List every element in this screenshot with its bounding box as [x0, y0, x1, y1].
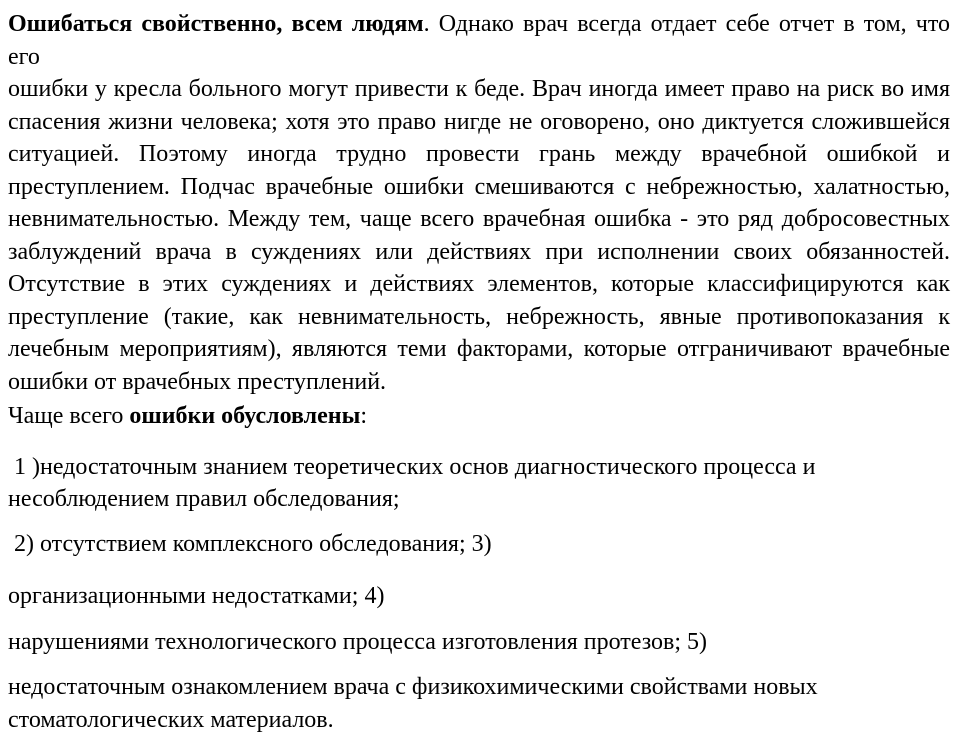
paragraph-lead-in — [8, 400, 950, 433]
text-run: невнимательностью. Между тем, чаще всего врачебная ошибка - это ряд добросовестных — [8, 206, 950, 232]
paragraph-medical-errors — [8, 8, 950, 398]
text-line — [8, 301, 950, 334]
text-run: организационными недостатками; 4) — [8, 583, 384, 609]
text-run: лечебным мероприятиям), являются теми факторами, которые отграничивают врачебные — [8, 336, 950, 362]
text-line — [8, 451, 950, 484]
text-line — [8, 106, 950, 139]
text-run: нарушениями технологического процесса изготовления протезов; 5) — [8, 629, 707, 655]
text-run: заблуждений врача в суждениях или действиях при исполнении своих обязанностей. — [8, 239, 950, 265]
text-line — [8, 366, 950, 399]
text-run: ситуацией. Поэтому иногда трудно провести грань между врачебной ошибкой и — [8, 141, 950, 167]
text-run: спасения жизни человека; хотя это право нигде не оговорено, оно диктуется сложившейся — [8, 109, 950, 135]
text-line — [8, 333, 950, 366]
text-run: стоматологических материалов. — [8, 707, 334, 733]
list-item-5 — [8, 671, 950, 736]
text-run: 1 )недостаточным знанием теоретических основ диагностического процесса и — [8, 454, 815, 480]
text-run: преступлением. Подчас врачебные ошибки смешиваются с небрежностью, халатностью, — [8, 174, 950, 200]
text-line — [8, 671, 950, 704]
list-item-2 — [8, 528, 950, 561]
text-line — [8, 138, 950, 171]
document-body — [8, 8, 950, 736]
list-item-1 — [8, 451, 950, 516]
text-line — [8, 236, 950, 269]
text-line — [8, 268, 950, 301]
list-item-3 — [8, 580, 950, 613]
list-item-4 — [8, 626, 950, 659]
text-line — [8, 400, 950, 433]
text-run: : — [360, 403, 367, 429]
text-run: . Однако врач всегда отдает себе отчет в том, что его — [8, 11, 956, 70]
text-run: Чаще всего — [8, 403, 129, 429]
text-run-bold: ошибки обусловлены — [129, 403, 360, 429]
text-line — [8, 528, 950, 561]
text-line — [8, 626, 950, 659]
text-line — [8, 171, 950, 204]
text-run: несоблюдением правил обследования; — [8, 486, 400, 512]
text-run: 2) отсутствием комплексного обследования; 3) — [8, 531, 492, 557]
text-line — [8, 483, 950, 516]
text-run: Отсутствие в этих суждениях и действиях элементов, которые классифицируются как — [8, 271, 950, 297]
text-run: ошибки от врачебных преступлений. — [8, 369, 386, 395]
text-line — [8, 580, 950, 613]
text-line — [8, 8, 950, 73]
text-line — [8, 73, 950, 106]
text-run: преступление (такие, как невнимательность, небрежность, явные противопоказания к — [8, 304, 950, 330]
text-run-bold: Ошибаться свойственно, всем людям — [8, 11, 424, 37]
text-run: ошибки у кресла больного могут привести к беде. Врач иногда имеет право на риск во имя — [8, 76, 950, 102]
text-run: недостаточным ознакомлением врача с физикохимическими свойствами новых — [8, 674, 818, 700]
text-line — [8, 203, 950, 236]
